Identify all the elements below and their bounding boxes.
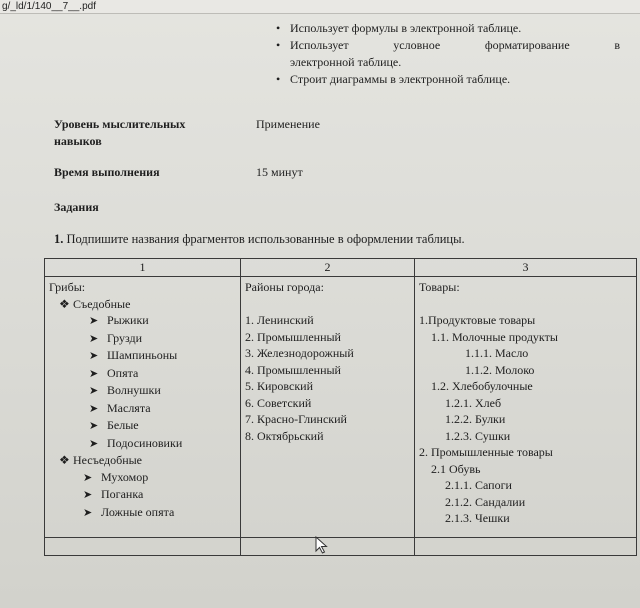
table-header-row [45,259,637,277]
arrow-bullet-icon: ➤ [89,385,99,397]
list-item: 1. Ленинский [245,313,314,327]
list-item: 1.1.1. Масло [465,346,529,360]
list-item: ➤ Мухомор [49,469,240,487]
arrow-bullet-icon: ➤ [89,420,99,432]
bullet-item: • Строит диаграммы в электронной таблице. [270,71,620,88]
bullet-item: • Использует формулы в электронной таблице. [270,20,620,37]
empty-cell[interactable] [45,538,241,556]
list-item: ➤ Поганка [49,486,240,504]
time-value: 15 минут [256,165,303,179]
list-item: ➤ Шампиньоны [49,347,240,365]
arrow-bullet-icon: ➤ [89,367,99,380]
table-body-row [45,277,637,538]
list-item: ➤ Ложные опята [49,504,240,522]
list-item: 2.1 Обувь [431,461,481,476]
list-item: ➤ Опята [49,365,240,383]
empty-cell[interactable] [415,538,637,556]
list-item: ➤ Грузди [49,330,240,348]
tasks-heading: Задания [54,200,99,214]
list-item: 7. Красно-Глинский [245,412,347,426]
list-title: Грибы: [49,280,86,294]
arrow-bullet-icon: ➤ [83,506,93,519]
spacer [245,296,414,313]
arrow-bullet-icon: ➤ [89,332,99,345]
mouse-pointer-icon [315,536,329,554]
list-item: 4. Промышленный [245,362,341,377]
goods-cell [415,277,637,538]
list-item: 2.1.1. Сапоги [445,478,512,492]
header-cell: 1 [45,259,241,277]
list-item: 2.1.3. Чешки [445,511,510,525]
time-label: Время выполнения [54,165,160,179]
list-item: 2.1.2. Сандалии [445,494,526,509]
list-item: 3. Железнодорожный [245,346,354,360]
list-title: Районы города: [245,280,324,294]
list-item: ➤ Подосиновики [49,435,240,453]
bullet-item: • Использует условное форматирование в [270,37,620,54]
diamond-bullet-icon: ❖ [59,453,70,467]
list-item: 1.Продуктовые товары [419,313,536,327]
list-item: ➤ Рыжики [49,312,240,330]
header-cell: 2 [241,259,415,277]
document-page [0,14,640,608]
list-item: 1.2.1. Хлеб [445,395,502,410]
arrow-bullet-icon: ➤ [83,471,93,484]
list-title: Товары: [419,280,460,294]
pdf-path-bar [0,0,640,14]
bullet-item-continuation: электронной таблице. [290,55,402,69]
list-item: 2. Промышленный [245,329,341,344]
list-item: 8. Октябрьский [245,428,324,443]
arrow-bullet-icon: ➤ [89,350,99,362]
learning-outcomes-list [270,20,620,88]
file-path: g/_ld/1/140__7__.pdf [2,1,96,12]
list-group: ❖ Несъедобные [59,453,143,467]
list-group: ❖ Съедобные [59,296,131,311]
arrow-bullet-icon: ➤ [83,489,93,501]
task-number: 1. [54,232,64,246]
table-empty-row [45,538,637,556]
list-item: 1.1.2. Молоко [465,362,535,377]
level-value: Применение [256,117,320,131]
arrow-bullet-icon: ➤ [89,437,99,450]
arrow-bullet-icon: ➤ [89,402,99,415]
list-item: 5. Кировский [245,379,314,393]
mushrooms-cell [45,277,241,538]
task-text: Подпишите названия фрагментов использованные в оформлении таблицы. [66,232,465,246]
districts-cell [241,277,415,538]
list-item: 1.1. Молочные продукты [431,329,558,344]
list-item: 1.2.3. Сушки [445,428,511,443]
header-cell: 3 [415,259,637,277]
task-table [44,258,637,556]
diamond-bullet-icon: ❖ [59,296,70,311]
list-item: 1.2. Хлебобулочные [431,379,533,393]
list-item: 6. Советский [245,395,312,410]
list-item: ➤ Белые [49,417,240,435]
list-item: ➤ Маслята [49,400,240,418]
task-1 [54,232,465,247]
level-label: Уровень мыслительных навыков [54,117,186,148]
list-item: 2. Промышленные товары [419,445,553,459]
spacer [419,296,636,313]
list-item: 1.2.2. Булки [445,412,506,426]
arrow-bullet-icon: ➤ [89,315,99,327]
list-item: ➤ Волнушки [49,382,240,400]
